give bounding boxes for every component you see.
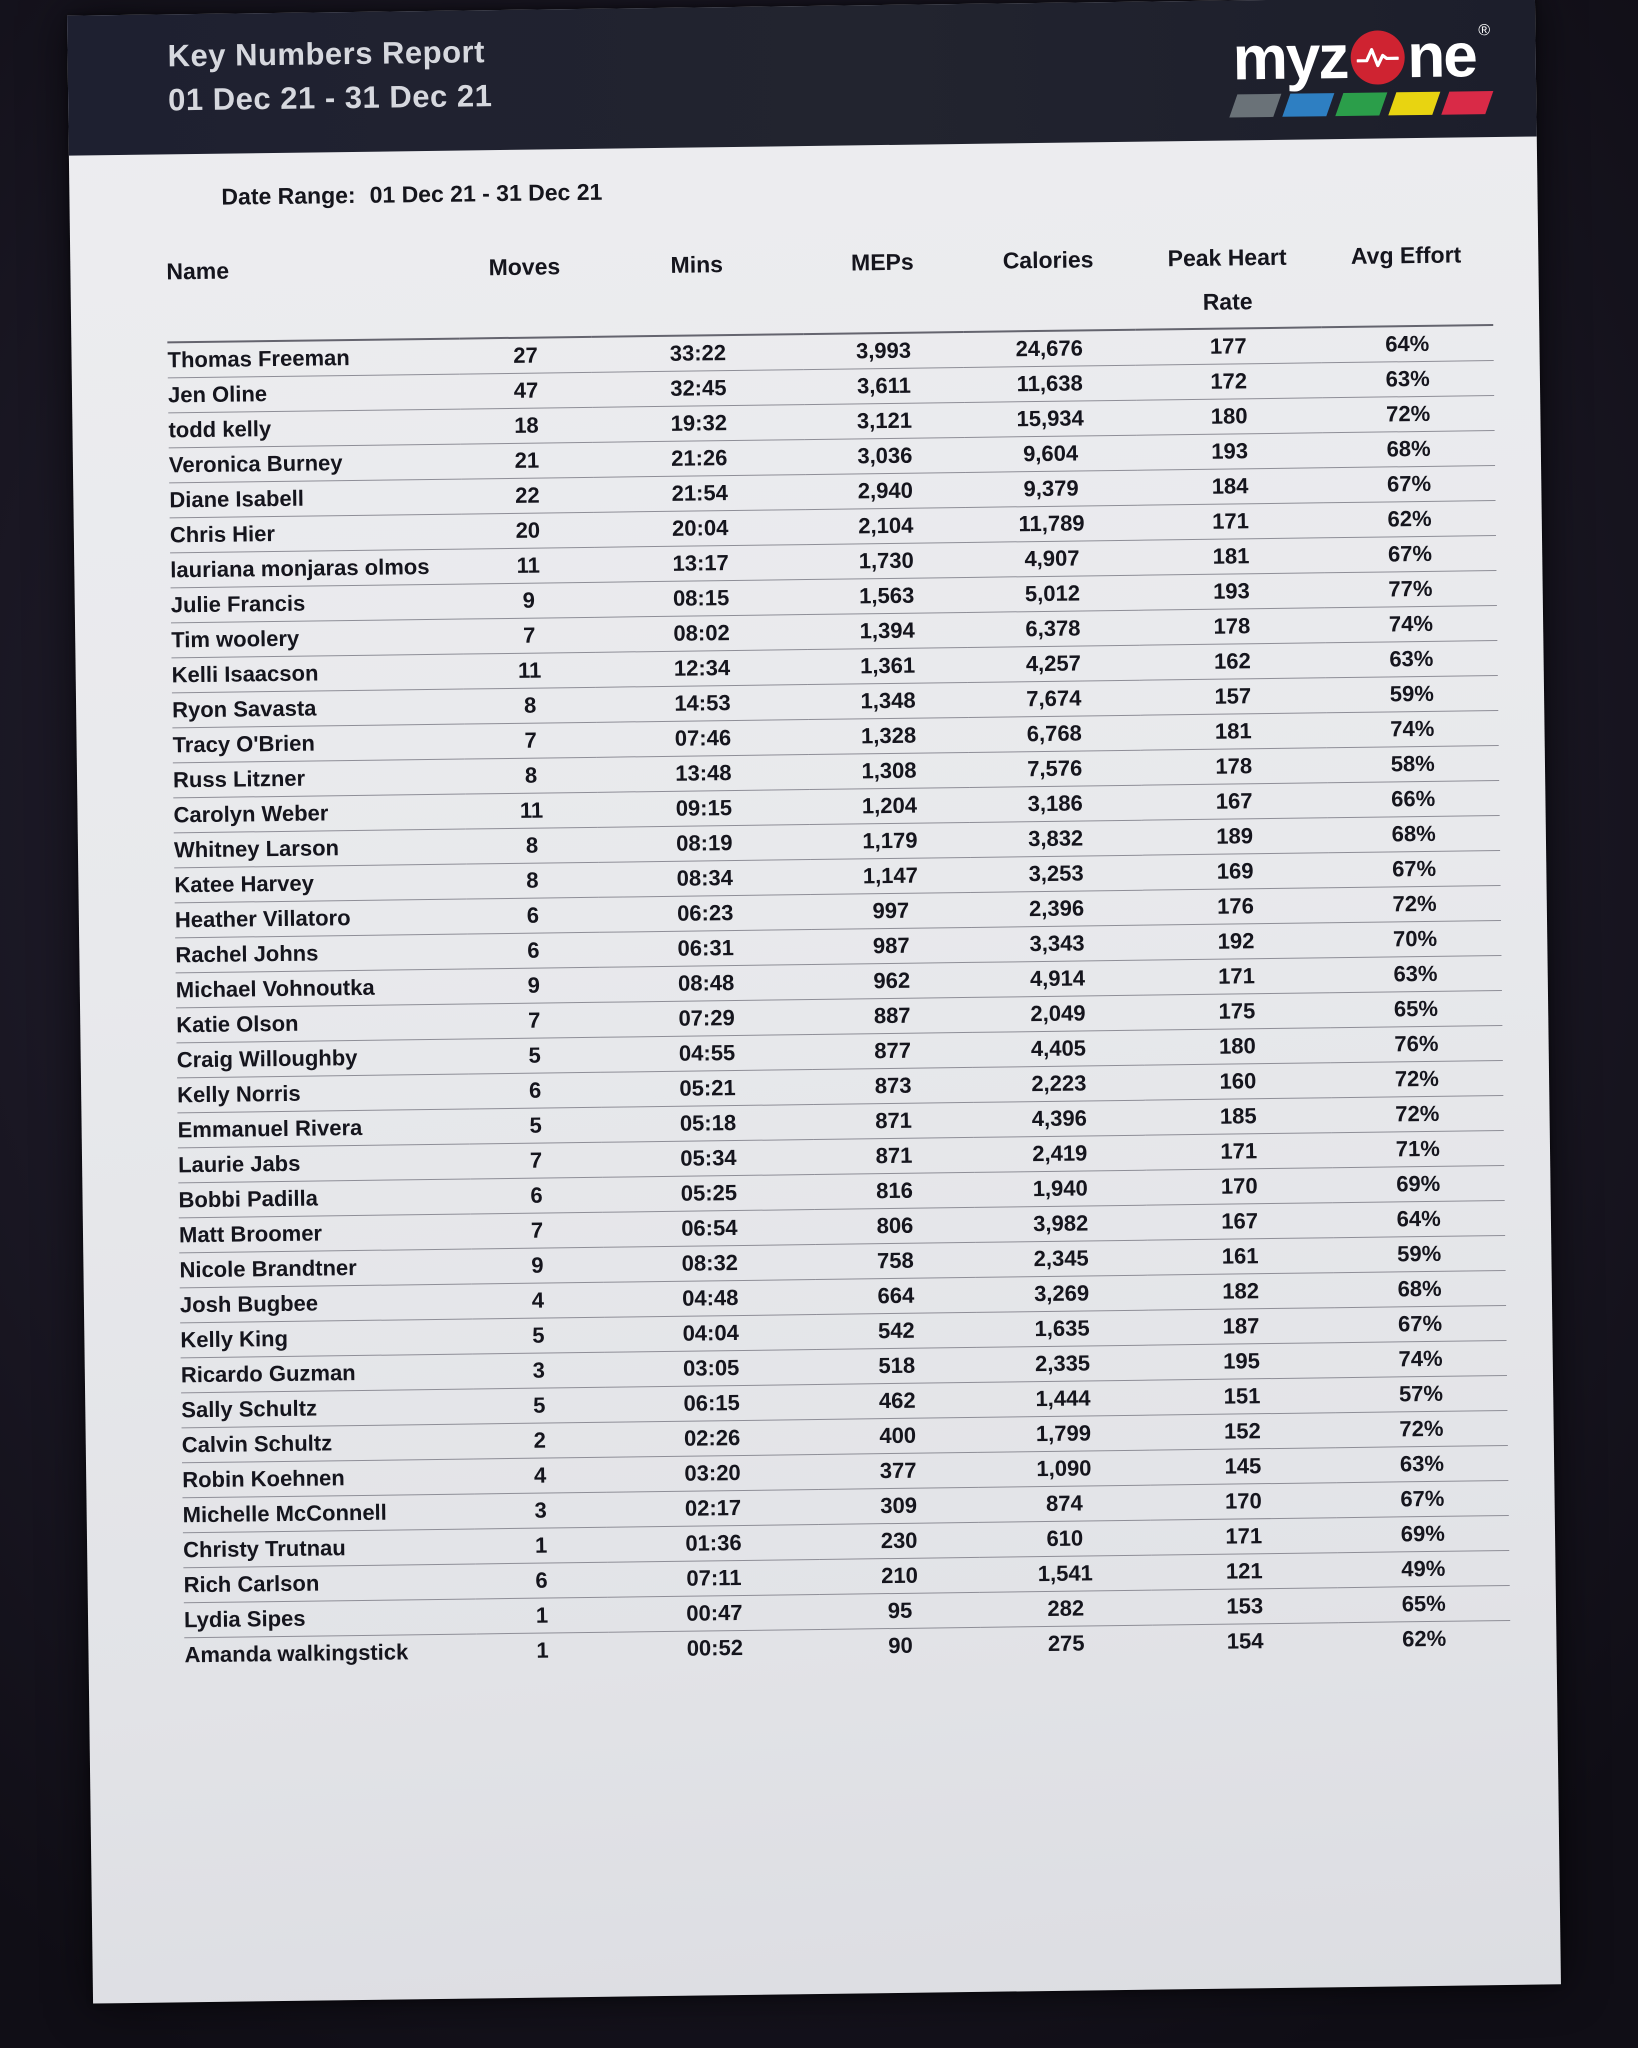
cell-avg-effort: 74% xyxy=(1326,711,1499,748)
cell-calories: 1,090 xyxy=(978,1450,1151,1487)
cell-meps: 1,394 xyxy=(807,612,967,649)
cell-name: Josh Bugbee xyxy=(180,1284,472,1323)
cell-mins: 00:47 xyxy=(608,1594,821,1632)
cell-peak-heart-rate: 157 xyxy=(1140,678,1326,715)
cell-calories: 2,335 xyxy=(976,1345,1149,1382)
cell-calories: 2,049 xyxy=(972,995,1145,1032)
cell-avg-effort: 59% xyxy=(1333,1235,1506,1272)
key-numbers-table xyxy=(166,241,1510,1672)
cell-meps: 1,147 xyxy=(811,857,971,894)
cell-avg-effort: 76% xyxy=(1330,1025,1503,1062)
cell-peak-heart-rate: 192 xyxy=(1143,923,1329,960)
cell-calories: 2,419 xyxy=(973,1135,1146,1172)
report-page xyxy=(67,0,1561,2004)
cell-calories: 4,405 xyxy=(972,1030,1145,1067)
cell-avg-effort: 63% xyxy=(1329,955,1502,992)
column-header-mins: Mins xyxy=(591,250,804,337)
cell-moves: 7 xyxy=(468,1002,601,1039)
cell-name: Calvin Schultz xyxy=(182,1424,474,1463)
cell-moves: 6 xyxy=(469,1072,602,1109)
cell-avg-effort: 67% xyxy=(1336,1480,1509,1517)
cell-name: Bobbi Padilla xyxy=(178,1179,470,1218)
cell-name: Carolyn Weber xyxy=(173,794,465,833)
report-header-band xyxy=(67,0,1537,156)
cell-calories: 1,940 xyxy=(974,1170,1147,1207)
cell-peak-heart-rate: 160 xyxy=(1145,1063,1331,1100)
cell-peak-heart-rate: 193 xyxy=(1138,573,1324,610)
cell-mins: 00:52 xyxy=(609,1629,822,1666)
cell-calories: 2,396 xyxy=(970,890,1143,927)
cell-avg-effort: 62% xyxy=(1338,1620,1511,1657)
cell-mins: 06:23 xyxy=(599,895,812,933)
cell-avg-effort: 68% xyxy=(1333,1270,1506,1307)
cell-calories: 11,789 xyxy=(965,505,1138,542)
cell-peak-heart-rate: 187 xyxy=(1148,1308,1334,1345)
cell-mins: 05:21 xyxy=(601,1070,814,1108)
cell-moves: 20 xyxy=(461,512,594,549)
key-numbers-table-wrap xyxy=(166,241,1510,1672)
cell-mins: 08:15 xyxy=(595,580,808,618)
cell-name: todd kelly xyxy=(168,409,460,448)
cell-avg-effort: 64% xyxy=(1332,1200,1505,1237)
cell-avg-effort: 67% xyxy=(1323,466,1496,503)
cell-meps: 3,611 xyxy=(804,367,964,404)
date-range-value: 01 Dec 21 - 31 Dec 21 xyxy=(369,178,603,208)
cell-calories: 6,768 xyxy=(968,715,1141,752)
cell-meps: 873 xyxy=(813,1067,973,1104)
cell-moves: 9 xyxy=(467,967,600,1004)
cell-moves: 11 xyxy=(465,792,598,829)
cell-mins: 08:48 xyxy=(600,965,813,1003)
cell-avg-effort: 62% xyxy=(1323,501,1496,538)
cell-avg-effort: 66% xyxy=(1327,781,1500,818)
cell-name: Tracy O'Brien xyxy=(172,724,464,763)
cell-avg-effort: 59% xyxy=(1325,676,1498,713)
cell-name: Kelly King xyxy=(180,1319,472,1358)
cell-mins: 05:25 xyxy=(603,1175,816,1213)
cell-name: Amanda walkingstick xyxy=(184,1634,476,1672)
cell-moves: 9 xyxy=(471,1247,604,1284)
cell-calories: 1,799 xyxy=(977,1415,1150,1452)
myzone-logo xyxy=(1232,21,1491,117)
cell-name: Heather Villatoro xyxy=(175,899,467,938)
cell-peak-heart-rate: 167 xyxy=(1141,783,1327,820)
date-range-row xyxy=(221,179,602,211)
cell-moves: 8 xyxy=(465,757,598,794)
logo-text-right: ne xyxy=(1406,21,1477,92)
cell-meps: 210 xyxy=(820,1557,980,1594)
cell-mins: 12:34 xyxy=(596,650,809,688)
column-header-peak-heart-rate: Peak Heart Rate xyxy=(1134,243,1321,329)
cell-peak-heart-rate: 185 xyxy=(1145,1098,1331,1135)
cell-mins: 08:19 xyxy=(598,825,811,863)
cell-mins: 09:15 xyxy=(598,790,811,828)
cell-meps: 664 xyxy=(816,1277,976,1314)
cell-mins: 08:02 xyxy=(595,615,808,653)
cell-name: Michelle McConnell xyxy=(182,1494,474,1533)
cell-meps: 877 xyxy=(813,1032,973,1069)
cell-peak-heart-rate: 171 xyxy=(1143,958,1329,995)
cell-name: Nicole Brandtner xyxy=(179,1249,471,1288)
cell-peak-heart-rate: 181 xyxy=(1138,538,1324,575)
cell-moves: 7 xyxy=(463,617,596,654)
myzone-logo-text xyxy=(1232,21,1491,94)
cell-peak-heart-rate: 171 xyxy=(1138,503,1324,540)
cell-name: Michael Vohnoutka xyxy=(176,969,468,1008)
cell-peak-heart-rate: 177 xyxy=(1209,333,1247,359)
cell-name: Chris Hier xyxy=(170,514,462,553)
cell-meps: 816 xyxy=(815,1172,975,1209)
cell-avg-effort: 71% xyxy=(1331,1130,1504,1167)
cell-peak-heart-rate: 170 xyxy=(1146,1168,1332,1205)
cell-mins: 07:29 xyxy=(600,1000,813,1038)
cell-peak-heart-rate: 189 xyxy=(1142,818,1328,855)
cell-mins: 04:04 xyxy=(604,1314,817,1352)
cell-moves: 5 xyxy=(473,1387,606,1424)
cell-meps: 95 xyxy=(820,1592,980,1629)
cell-mins: 02:17 xyxy=(607,1489,820,1527)
cell-name: Kelli Isaacson xyxy=(171,654,463,693)
table-body xyxy=(167,325,1510,1672)
cell-calories: 7,674 xyxy=(967,680,1140,717)
cell-meps: 1,563 xyxy=(807,577,967,614)
cell-moves: 7 xyxy=(470,1142,603,1179)
cell-name: Jen Oline xyxy=(168,374,460,413)
cell-mins: 33:22 xyxy=(669,340,727,366)
cell-meps: 309 xyxy=(819,1487,979,1524)
column-header-moves: Moves xyxy=(458,253,592,339)
cell-name: Ricardo Guzman xyxy=(181,1354,473,1393)
cell-peak-heart-rate: 184 xyxy=(1137,468,1323,505)
cell-moves: 6 xyxy=(466,897,599,934)
cell-name: Kelly Norris xyxy=(177,1074,469,1113)
cell-avg-effort: 70% xyxy=(1329,921,1502,958)
cell-calories: 11,638 xyxy=(963,365,1136,402)
cell-moves: 2 xyxy=(473,1422,606,1459)
registered-mark: ® xyxy=(1478,22,1491,40)
report-title: Key Numbers Report xyxy=(167,34,486,74)
cell-calories: 24,676 xyxy=(1015,335,1084,362)
cell-avg-effort: 63% xyxy=(1321,361,1494,398)
cell-meps: 887 xyxy=(812,997,972,1034)
cell-avg-effort: 72% xyxy=(1331,1095,1504,1132)
cell-avg-effort: 67% xyxy=(1324,536,1497,573)
cell-mins: 02:26 xyxy=(606,1419,819,1457)
cell-meps: 1,348 xyxy=(808,682,968,719)
cell-calories: 4,907 xyxy=(966,540,1139,577)
cell-peak-heart-rate: 171 xyxy=(1151,1518,1337,1555)
cell-calories: 874 xyxy=(978,1485,1151,1522)
cell-name: Whitney Larson xyxy=(174,829,466,868)
cell-peak-heart-rate: 169 xyxy=(1142,853,1328,890)
cell-name: lauriana monjaras olmos xyxy=(170,549,462,588)
cell-peak-heart-rate: 162 xyxy=(1139,643,1325,680)
cell-mins: 07:46 xyxy=(597,720,810,758)
cell-meps: 400 xyxy=(818,1417,978,1454)
cell-peak-heart-rate: 145 xyxy=(1150,1448,1336,1485)
cell-mins: 07:11 xyxy=(608,1559,821,1597)
cell-peak-heart-rate: 172 xyxy=(1136,363,1322,400)
cell-name: Katie Olson xyxy=(176,1004,468,1043)
cell-mins: 19:32 xyxy=(593,405,806,443)
cell-meps: 377 xyxy=(818,1452,978,1489)
cell-moves: 22 xyxy=(461,477,594,514)
cell-peak-heart-rate: 178 xyxy=(1139,608,1325,645)
column-header-avg-effort: Avg Effort xyxy=(1320,241,1494,327)
cell-moves: 5 xyxy=(468,1037,601,1074)
cell-peak-heart-rate: 180 xyxy=(1136,398,1322,435)
cell-name: Ryon Savasta xyxy=(172,689,464,728)
cell-avg-effort: 68% xyxy=(1322,431,1495,468)
cell-avg-effort: 63% xyxy=(1325,641,1498,678)
cell-calories: 4,914 xyxy=(971,960,1144,997)
cell-name: Diane Isabell xyxy=(169,479,461,518)
cell-peak-heart-rate: 176 xyxy=(1143,888,1329,925)
cell-avg-effort: 64% xyxy=(1385,330,1430,357)
cell-meps: 1,361 xyxy=(808,647,968,684)
cell-mins: 06:31 xyxy=(599,930,812,968)
cell-calories: 9,379 xyxy=(965,470,1138,507)
cell-calories: 15,934 xyxy=(964,400,1137,437)
cell-mins: 03:05 xyxy=(605,1349,818,1387)
cell-moves: 47 xyxy=(459,372,592,409)
cell-meps: 871 xyxy=(814,1137,974,1174)
cell-moves: 7 xyxy=(470,1212,603,1249)
cell-moves: 18 xyxy=(460,407,593,444)
cell-meps: 962 xyxy=(812,962,972,999)
cell-mins: 06:15 xyxy=(605,1384,818,1422)
cell-peak-heart-rate: 170 xyxy=(1150,1483,1336,1520)
cell-moves: 8 xyxy=(465,827,598,864)
cell-meps: 758 xyxy=(816,1242,976,1279)
cell-mins: 03:20 xyxy=(606,1454,819,1492)
cell-calories: 9,604 xyxy=(964,435,1137,472)
cell-avg-effort: 69% xyxy=(1332,1165,1505,1202)
cell-moves: 9 xyxy=(462,582,595,619)
cell-name: Matt Broomer xyxy=(179,1214,471,1253)
cell-meps: 2,940 xyxy=(806,472,966,509)
cell-calories: 3,253 xyxy=(970,855,1143,892)
cell-mins: 04:48 xyxy=(604,1279,817,1317)
cell-meps: 462 xyxy=(818,1382,978,1419)
zone-swatch xyxy=(1335,92,1387,116)
cell-moves: 8 xyxy=(466,862,599,899)
date-range-label: Date Range: xyxy=(221,181,356,210)
zone-color-bar xyxy=(1233,91,1491,117)
cell-meps: 3,036 xyxy=(805,437,965,474)
zone-swatch xyxy=(1282,93,1334,117)
zone-swatch xyxy=(1388,92,1440,116)
cell-name: Craig Willoughby xyxy=(177,1039,469,1078)
cell-moves: 7 xyxy=(464,722,597,759)
cell-peak-heart-rate: 181 xyxy=(1140,713,1326,750)
cell-mins: 08:34 xyxy=(598,860,811,898)
cell-moves: 11 xyxy=(462,547,595,584)
cell-avg-effort: 57% xyxy=(1335,1375,1508,1412)
cell-meps: 90 xyxy=(821,1627,981,1664)
cell-mins: 05:34 xyxy=(602,1140,815,1178)
cell-meps: 3,993 xyxy=(855,337,912,364)
cell-mins: 05:18 xyxy=(602,1105,815,1143)
cell-meps: 1,179 xyxy=(810,822,970,859)
cell-name: Robin Koehnen xyxy=(182,1459,474,1498)
cell-moves: 1 xyxy=(476,1632,609,1668)
cell-meps: 518 xyxy=(817,1347,977,1384)
cell-calories: 3,343 xyxy=(971,925,1144,962)
cell-calories: 3,186 xyxy=(969,785,1142,822)
cell-name: Tim woolery xyxy=(171,619,463,658)
cell-mins: 13:17 xyxy=(594,545,807,583)
cell-mins: 20:04 xyxy=(594,510,807,548)
cell-calories: 275 xyxy=(980,1625,1153,1662)
cell-calories: 1,444 xyxy=(977,1380,1150,1417)
cell-mins: 04:55 xyxy=(601,1035,814,1073)
cell-name: Christy Trutnau xyxy=(183,1529,475,1568)
cell-name: Rich Carlson xyxy=(183,1564,475,1603)
column-header-calories: Calories xyxy=(962,246,1135,332)
cell-moves: 4 xyxy=(471,1282,604,1319)
cell-avg-effort: 69% xyxy=(1336,1515,1509,1552)
cell-meps: 230 xyxy=(819,1522,979,1559)
cell-peak-heart-rate: 182 xyxy=(1148,1273,1334,1310)
cell-moves: 1 xyxy=(476,1597,609,1634)
zone-swatch xyxy=(1441,91,1493,115)
cell-calories: 610 xyxy=(978,1520,1151,1557)
cell-peak-heart-rate: 178 xyxy=(1141,748,1327,785)
cell-name: Russ Litzner xyxy=(173,759,465,798)
heartbeat-icon xyxy=(1350,30,1405,85)
cell-peak-heart-rate: 161 xyxy=(1147,1238,1333,1275)
cell-meps: 871 xyxy=(814,1102,974,1139)
cell-peak-heart-rate: 167 xyxy=(1147,1203,1333,1240)
cell-moves: 6 xyxy=(467,932,600,969)
cell-calories: 282 xyxy=(979,1590,1152,1627)
report-date-range-header: 01 Dec 21 - 31 Dec 21 xyxy=(167,78,493,118)
cell-calories: 1,541 xyxy=(979,1555,1152,1592)
cell-calories: 3,269 xyxy=(975,1275,1148,1312)
cell-meps: 542 xyxy=(817,1312,977,1349)
cell-avg-effort: 63% xyxy=(1335,1445,1508,1482)
cell-avg-effort: 74% xyxy=(1334,1340,1507,1377)
cell-calories: 7,576 xyxy=(968,750,1141,787)
zone-swatch xyxy=(1229,94,1281,118)
cell-peak-heart-rate: 151 xyxy=(1149,1378,1335,1415)
cell-moves: 27 xyxy=(513,342,538,368)
cell-name: Thomas Freeman xyxy=(167,345,350,373)
cell-name: Laurie Jabs xyxy=(178,1144,470,1183)
cell-calories: 2,223 xyxy=(972,1065,1145,1102)
cell-calories: 6,378 xyxy=(967,610,1140,647)
cell-moves: 6 xyxy=(470,1177,603,1214)
cell-name: Lydia Sipes xyxy=(184,1599,476,1638)
report-title-block xyxy=(167,34,492,118)
cell-calories: 4,396 xyxy=(973,1100,1146,1137)
cell-peak-heart-rate: 152 xyxy=(1149,1413,1335,1450)
cell-mins: 08:32 xyxy=(604,1244,817,1282)
cell-name: Emmanuel Rivera xyxy=(177,1109,469,1148)
cell-moves: 1 xyxy=(475,1527,608,1564)
cell-avg-effort: 68% xyxy=(1327,816,1500,853)
cell-calories: 2,345 xyxy=(975,1240,1148,1277)
cell-peak-heart-rate: 193 xyxy=(1137,433,1323,470)
cell-calories: 1,635 xyxy=(976,1310,1149,1347)
cell-mins: 01:36 xyxy=(607,1524,820,1562)
cell-meps: 1,328 xyxy=(809,717,969,754)
cell-avg-effort: 65% xyxy=(1337,1585,1510,1622)
cell-peak-heart-rate: 175 xyxy=(1144,993,1330,1030)
cell-peak-heart-rate: 154 xyxy=(1152,1623,1338,1660)
cell-meps: 1,308 xyxy=(809,752,969,789)
cell-avg-effort: 65% xyxy=(1330,990,1503,1027)
cell-name: Veronica Burney xyxy=(169,444,461,483)
cell-avg-effort: 67% xyxy=(1328,851,1501,888)
cell-mins: 13:48 xyxy=(597,755,810,793)
cell-avg-effort: 58% xyxy=(1326,746,1499,783)
cell-mins: 14:53 xyxy=(596,685,809,723)
cell-moves: 3 xyxy=(474,1492,607,1529)
cell-mins: 32:45 xyxy=(592,370,805,408)
column-header-meps: MEPs xyxy=(803,248,963,334)
cell-peak-heart-rate: 171 xyxy=(1146,1133,1332,1170)
cell-meps: 997 xyxy=(811,892,971,929)
cell-moves: 6 xyxy=(475,1562,608,1599)
cell-avg-effort: 72% xyxy=(1335,1410,1508,1447)
column-header-name: Name xyxy=(166,255,459,343)
cell-moves: 4 xyxy=(474,1457,607,1494)
cell-peak-heart-rate: 195 xyxy=(1148,1343,1334,1380)
cell-mins: 21:26 xyxy=(593,440,806,478)
cell-avg-effort: 49% xyxy=(1337,1550,1510,1587)
cell-name: Rachel Johns xyxy=(175,934,467,973)
cell-calories: 3,832 xyxy=(969,820,1142,857)
cell-moves: 8 xyxy=(464,687,597,724)
cell-moves: 5 xyxy=(472,1317,605,1354)
cell-mins: 06:54 xyxy=(603,1210,816,1248)
cell-meps: 1,730 xyxy=(807,542,967,579)
cell-moves: 21 xyxy=(460,442,593,479)
cell-calories: 3,982 xyxy=(974,1205,1147,1242)
cell-avg-effort: 74% xyxy=(1324,606,1497,643)
cell-calories: 4,257 xyxy=(967,645,1140,682)
cell-mins: 21:54 xyxy=(593,475,806,513)
cell-meps: 2,104 xyxy=(806,507,966,544)
cell-avg-effort: 67% xyxy=(1334,1305,1507,1342)
cell-avg-effort: 72% xyxy=(1330,1060,1503,1097)
cell-name: Sally Schultz xyxy=(181,1389,473,1428)
cell-calories: 5,012 xyxy=(966,575,1139,612)
cell-moves: 5 xyxy=(469,1107,602,1144)
cell-peak-heart-rate: 153 xyxy=(1152,1588,1338,1625)
cell-moves: 11 xyxy=(463,652,596,689)
cell-name: Julie Francis xyxy=(171,584,463,623)
cell-peak-heart-rate: 180 xyxy=(1144,1028,1330,1065)
logo-text-left: myz xyxy=(1232,22,1348,94)
cell-meps: 987 xyxy=(812,927,972,964)
cell-meps: 3,121 xyxy=(805,402,965,439)
cell-peak-heart-rate: 121 xyxy=(1151,1553,1337,1590)
cell-meps: 806 xyxy=(815,1207,975,1244)
cell-avg-effort: 72% xyxy=(1328,886,1501,923)
cell-name: Katee Harvey xyxy=(174,864,466,903)
cell-avg-effort: 77% xyxy=(1324,571,1497,608)
cell-avg-effort: 72% xyxy=(1322,396,1495,433)
cell-moves: 3 xyxy=(472,1352,605,1389)
cell-meps: 1,204 xyxy=(810,787,970,824)
